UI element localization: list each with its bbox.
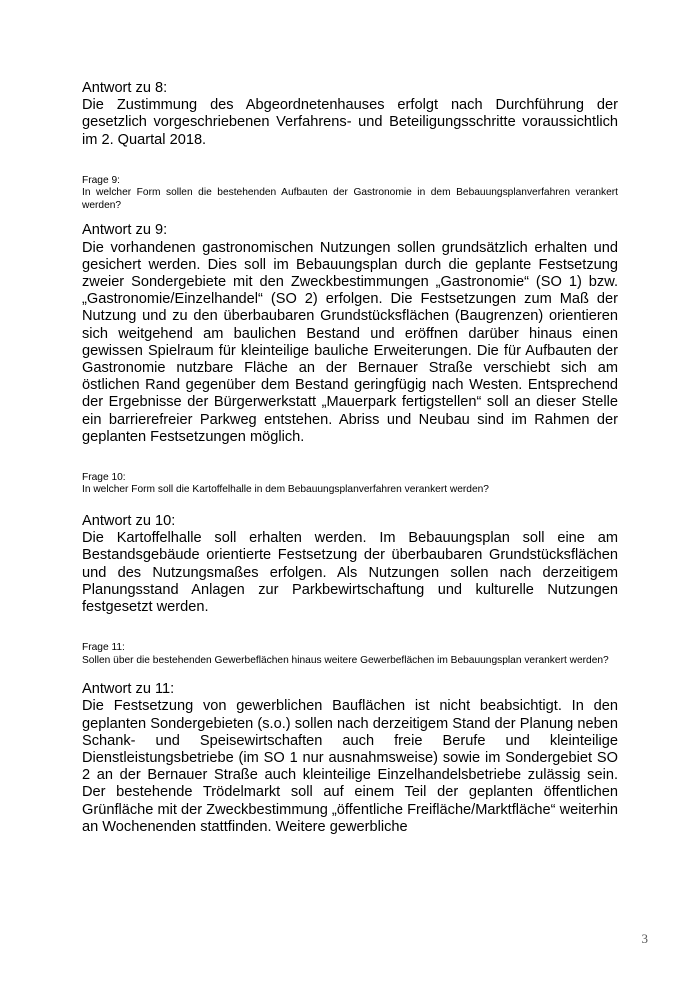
question-9-block: [82, 175, 618, 213]
answer-11-block: [82, 681, 618, 836]
question-9-label: Frage 9:: [82, 174, 120, 186]
answer-9-block: [82, 222, 618, 446]
answer-9-heading: Antwort zu 9:: [82, 222, 168, 239]
answer-10-block: [82, 513, 618, 616]
question-9-text: In welcher Form sollen die bestehenden Aufbauten der Gastronomie in dem Bebauungsplanverfahren verankert werden?: [82, 187, 618, 211]
question-10-block: [82, 472, 618, 497]
answer-11-text: Die Festsetzung von gewerblichen Bauflächen ist nicht beabsichtigt. In den geplanten Sondergebieten (s.o.) sollen nach derzeitigem Stand der Planung neben Schank- und Speisewirtschaften auch freie Berufe und kleinteilige Dienstleistungsbetriebe (im SO 1 nur ausnahmsweise) sowie im Sondergebiet SO 2 an der Bernauer Straße auch kleinteilige Einzelhandelsbetriebe zulässig sein. Der bestehende Trödelmarkt soll auf einem Teil der geplanten öffentlichen Grünfläche mit der Zweckbestimmung „öffentliche Freifläche/Marktfläche“ weiterhin an Wochenenden stattfinden. Weitere gewerbliche: [82, 698, 618, 835]
answer-8-text: Die Zustimmung des Abgeordnetenhauses erfolgt nach Durchführung der gesetzlich vorgeschriebenen Verfahrens- und Beteiligungsschritte voraussichtlich im 2. Quartal 2018.: [82, 97, 618, 148]
question-11-text: Sollen über die bestehenden Gewerbeflächen hinaus weitere Gewerbeflächen im Bebauungsplan verankert werden?: [82, 654, 609, 666]
answer-10-text: Die Kartoffelhalle soll erhalten werden. Im Bebauungsplan soll eine am Bestandsgebäude orientierte Festsetzung der überbaubaren Grundstücksflächen und des Nutzungsmaßes erfolgen. Als Nutzungen sollen nach derzeitigem Planungsstand Anlagen zur Parkbewirtschaftung und kulturelle Nutzungen festgesetzt werden.: [82, 530, 618, 615]
question-10-text: In welcher Form soll die Kartoffelhalle in dem Bebauungsplanverfahren verankert werden?: [82, 484, 489, 496]
answer-8-heading: Antwort zu 8:: [82, 80, 168, 96]
question-11-label: Frage 11:: [82, 642, 125, 654]
answer-10-heading: Antwort zu 10:: [82, 512, 176, 529]
page-number: 3: [641, 931, 648, 946]
answer-11-heading: Antwort zu 11:: [82, 681, 175, 698]
document-page: [82, 80, 618, 836]
answer-9-text: Die vorhandenen gastronomischen Nutzungen sollen grundsätzlich erhalten und gesichert werden. Dies soll im Bebauungsplan durch die geplante Festsetzung zweier Sondergebiete mit den Zweckbestimmungen „Gastronomie“ (SO 1) bzw. „Gastronomie/Einzelhandel“ (SO 2) erfolgen. Die Festsetzungen zum Maß der Nutzung und zu den überbaubaren Grundstücksflächen (Baugrenzen) orientieren sich weitgehend am baulichen Bestand und eröffnen darüber hinaus einen gewissen Spielraum für kleinteilige bauliche Erweiterungen. Die für Aufbauten der Gastronomie nutzbare Fläche an der Bernauer Straße verschiebt sich am östlichen Rand gegenüber dem Bestand geringfügig nach Westen. Entsprechend der Ergebnisse der Bürgerwerkstatt „Mauerpark fertigstellen“ soll an dieser Stelle ein barrierefreier Parkweg entstehen. Abriss und Neubau sind im Rahmen der geplanten Festsetzungen möglich.: [82, 239, 618, 445]
question-10-label: Frage 10:: [82, 471, 126, 483]
answer-8-block: [82, 80, 618, 149]
question-11-block: [82, 642, 618, 667]
